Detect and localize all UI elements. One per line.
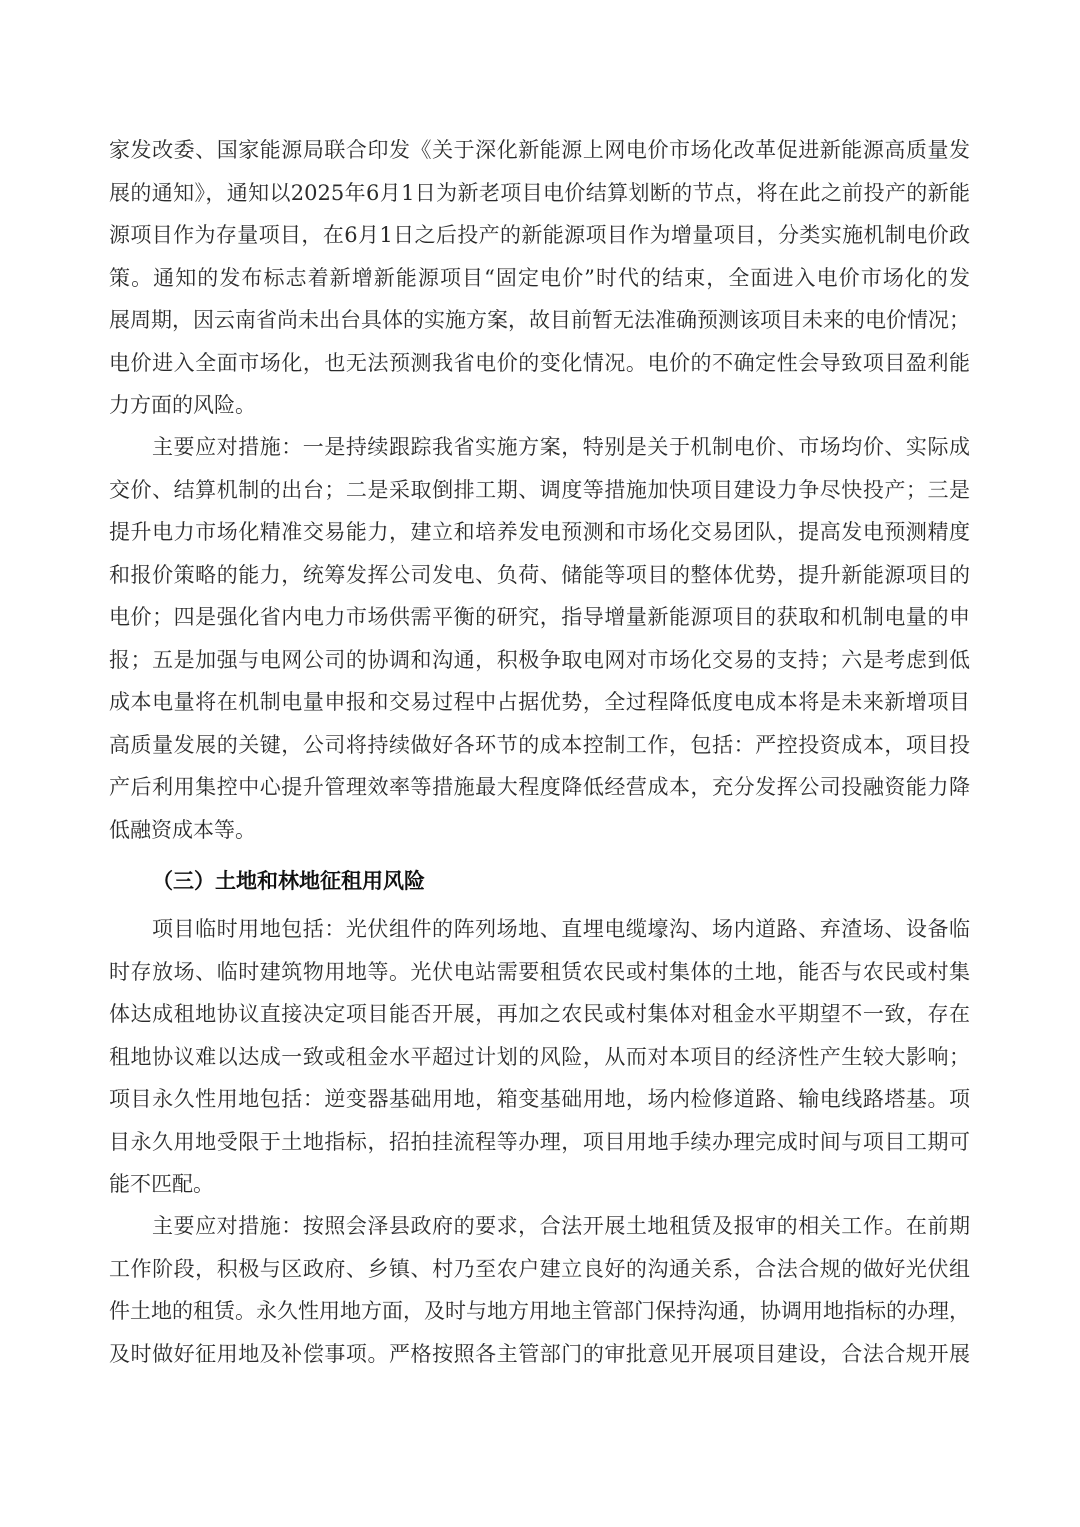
text-line: 电价进入全面市场化，也无法预测我省电价的变化情况。电价的不确定性会导致项目盈利能: [109, 350, 970, 375]
section-heading: （三）土地和林地征租用风险: [152, 869, 425, 893]
text-line: 家发改委、国家能源局联合印发《关于深化新能源上网电价市场化改革促进新能源高质量发: [109, 138, 970, 162]
text-line: 展的通知》，通知以2025年6月1日为新老项目电价结算划断的节点，将在此之前投产的新能: [109, 180, 970, 205]
text-line: 主要应对措施：一是持续跟踪我省实施方案，特别是关于机制电价、市场均价、实际成: [152, 435, 970, 459]
text-line: 时存放场、临时建筑物用地等。光伏电站需要租赁农民或村集体的土地，能否与农民或村集: [109, 959, 970, 984]
text-line: 低融资成本等。: [109, 817, 256, 842]
text-line: 策。通知的发布标志着新增新能源项目“固定电价”时代的结束，全面进入电价市场化的发: [109, 265, 970, 290]
text-line: 目永久用地受限于土地指标，招拍挂流程等办理，项目用地手续办理完成时间与项目工期可: [109, 1129, 970, 1154]
text-line: 报；五是加强与电网公司的协调和沟通，积极争取电网对市场化交易的支持；六是考虑到低: [109, 647, 970, 672]
text-line: 高质量发展的关键，公司将持续做好各环节的成本控制工作，包括：严控投资成本，项目投: [109, 732, 970, 757]
text-line: 交价、结算机制的出台；二是采取倒排工期、调度等措施加快项目建设力争尽快投产；三是: [109, 477, 970, 502]
text-line: 和报价策略的能力，统筹发挥公司发电、负荷、储能等项目的整体优势，提升新能源项目的: [109, 562, 970, 587]
text-line: 项目永久性用地包括：逆变器基础用地，箱变基础用地，场内检修道路、输电线路塔基。项: [109, 1087, 970, 1111]
text-line: 能不匹配。: [109, 1172, 214, 1196]
text-line: 展周期，因云南省尚未出台具体的实施方案，故目前暂无法准确预测该项目未来的电价情况；: [109, 308, 970, 332]
text-line: 源项目作为存量项目，在6月1日之后投产的新能源项目作为增量项目，分类实施机制电价政: [109, 223, 970, 247]
text-line: 力方面的风险。: [109, 393, 256, 417]
text-line: 主要应对措施：按照会泽县政府的要求，合法开展土地租赁及报审的相关工作。在前期: [152, 1214, 970, 1238]
text-line: 及时做好征用地及补偿事项。严格按照各主管部门的审批意见开展项目建设，合法合规开展: [109, 1341, 970, 1366]
text-line: 产后利用集控中心提升管理效率等措施最大程度降低经营成本，充分发挥公司投融资能力降: [109, 775, 970, 799]
text-line: 成本电量将在机制电量申报和交易过程中占据优势，全过程降低度电成本将是未来新增项目: [109, 690, 970, 714]
text-line: 体达成租地协议直接决定项目能否开展，再加之农民或村集体对租金水平期望不一致，存在: [109, 1002, 970, 1026]
text-line: 工作阶段，积极与区政府、乡镇、村乃至农户建立良好的沟通关系，合法合规的做好光伏组: [109, 1256, 970, 1281]
text-line: 租地协议难以达成一致或租金水平超过计划的风险，从而对本项目的经济性产生较大影响；: [109, 1044, 970, 1069]
text-line: 电价；四是强化省内电力市场供需平衡的研究，指导增量新能源项目的获取和机制电量的申: [109, 605, 970, 629]
text-line: 提升电力市场化精准交易能力，建立和培养发电预测和市场化交易团队，提高发电预测精度: [109, 520, 970, 544]
text-line: 项目临时用地包括：光伏组件的阵列场地、直埋电缆壕沟、场内道路、弃渣场、设备临: [152, 917, 970, 941]
text-line: 件土地的租赁。永久性用地方面，及时与地方用地主管部门保持沟通，协调用地指标的办理，: [109, 1299, 970, 1323]
